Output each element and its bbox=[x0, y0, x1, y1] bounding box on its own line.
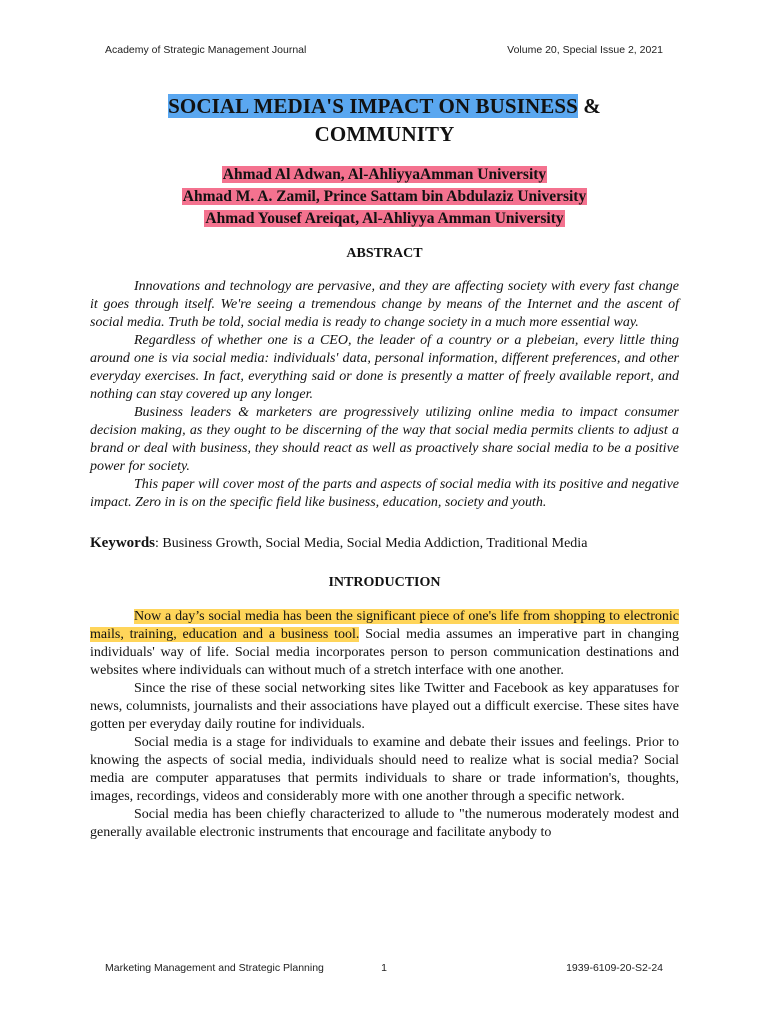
article-code: 1939-6109-20-S2-24 bbox=[566, 962, 663, 974]
body-paragraph: Since the rise of these social networking sites like Twitter and Facebook as key apparatuses for news, columnists, journalists and their associations have played out a difficult exercise. These sites have gotten per everyday daily routine for individuals. bbox=[90, 681, 679, 732]
author-1: Ahmad Al Adwan, Al-AhliyyaAmman University bbox=[222, 166, 547, 183]
introduction-heading: INTRODUCTION bbox=[328, 575, 441, 590]
title-line2: COMMUNITY bbox=[314, 122, 455, 146]
running-footer bbox=[105, 962, 663, 974]
journal-name: Academy of Strategic Management Journal bbox=[105, 44, 307, 56]
author-2: Ahmad M. A. Zamil, Prince Sattam bin Abdulaziz University bbox=[182, 188, 587, 205]
content bbox=[90, 92, 679, 842]
body-paragraph: Social media is a stage for individuals to examine and debate their issues and feelings. Prior to knowing the aspects of social media, individuals should need to realize what is social media? Social media are computer apparatuses that permits individuals to share or trade information's, thoughts, images, recordings, videos and considerably more with one another through a specific network. bbox=[90, 735, 679, 804]
abstract-paragraph: Innovations and technology are pervasive, and they are affecting society with every fast change it goes through itself. We're seeing a tremendous change by means of the Internet and the ascent of social media. Truth be told, social media is ready to change society in a much more essential way. bbox=[90, 279, 679, 330]
abstract-heading: ABSTRACT bbox=[346, 246, 423, 261]
keywords-label: Keywords bbox=[90, 535, 155, 551]
abstract-paragraph: Regardless of whether one is a CEO, the leader of a country or a plebeian, every little thing around one is via social media: individuals' data, personal information, different preferences, and other everyday exercises. In fact, everything said or done is presently a matter of freely available report, and nothing can stay covered up any longer. bbox=[90, 333, 679, 402]
abstract-paragraph: This paper will cover most of the parts and aspects of social media with its positive and negative impact. Zero in is on the specific field like business, education, society and youth. bbox=[90, 477, 679, 510]
page-number: 1 bbox=[381, 962, 387, 974]
author-list bbox=[90, 164, 679, 230]
highlighted-sentence: Now a day’s social media has been the significant piece of one's life from shopping to electronic mails, training, education and a business tool. bbox=[90, 609, 679, 642]
title-ampersand: & bbox=[577, 94, 601, 118]
footer-section: Marketing Management and Strategic Planning bbox=[105, 962, 324, 974]
author-3: Ahmad Yousef Areiqat, Al-Ahliyya Amman University bbox=[205, 210, 564, 227]
body-paragraph: Social media has been chiefly characterized to allude to "the numerous moderately modest and generally available electronic instruments that encourage and facilitate anybody to bbox=[90, 807, 679, 840]
keywords-text: : Business Growth, Social Media, Social Media Addiction, Traditional Media bbox=[155, 536, 588, 551]
paper-title bbox=[90, 92, 679, 148]
title-highlight: SOCIAL MEDIA'S IMPACT ON BUSINESS bbox=[168, 94, 578, 118]
body-paragraph bbox=[90, 608, 679, 680]
paragraph-text: Social media assumes an imperative part in changing individuals' way of life. Social media incorporates person to person communication destinations and websites where individuals can without much of a stretch interface with one another. bbox=[90, 627, 679, 678]
keywords bbox=[90, 534, 679, 553]
running-header bbox=[105, 44, 663, 56]
abstract-paragraph: Business leaders & marketers are progressively utilizing online media to impact consumer decision making, as they ought to be discerning of the way that social media permits clients to adjust a brand or deal with business, they should react as well as proactively share social media to be a positive power for society. bbox=[90, 405, 679, 474]
abstract-body bbox=[90, 278, 679, 512]
introduction-body bbox=[90, 608, 679, 842]
issue-info: Volume 20, Special Issue 2, 2021 bbox=[507, 44, 663, 56]
